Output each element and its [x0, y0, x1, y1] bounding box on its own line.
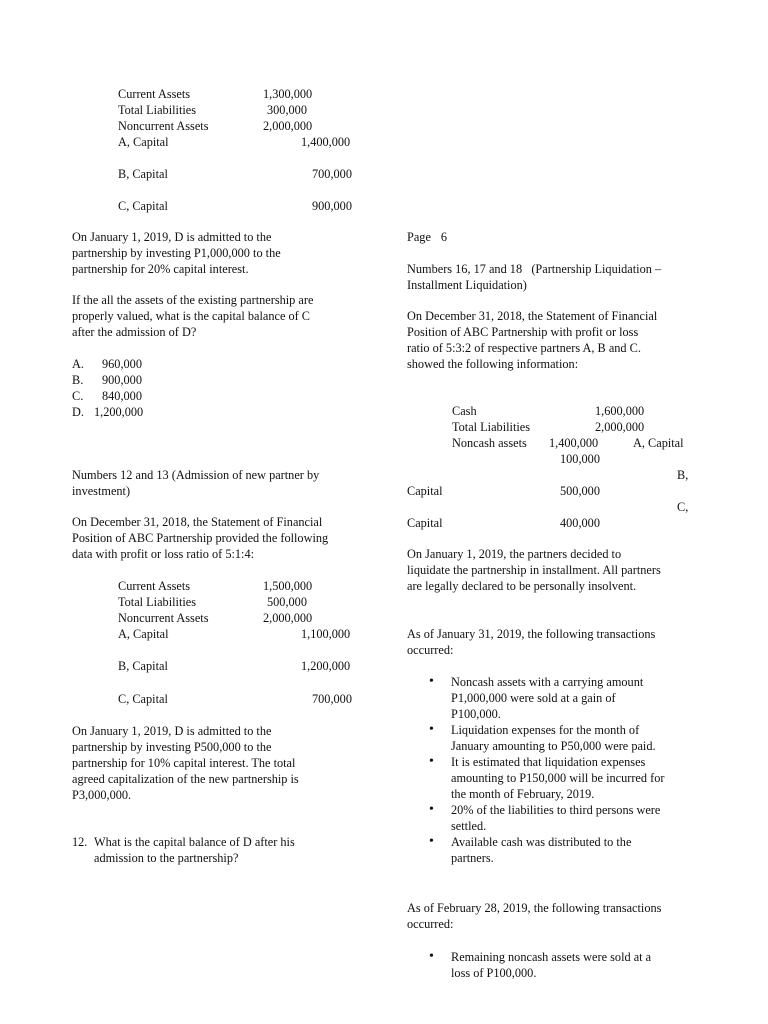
- text-line: settled.: [451, 819, 487, 833]
- b-capital-label: B,: [677, 468, 689, 482]
- text-line: On December 31, 2018, the Statement of Financial: [72, 515, 323, 529]
- text-line: P1,000,000 were sold at a gain of: [451, 691, 616, 705]
- option-d: [72, 404, 143, 420]
- text-line: loss of P100,000.: [451, 966, 537, 980]
- row-value: 2,000,000: [263, 611, 313, 625]
- text-line: liquidate the partnership in installment. All partners: [407, 563, 661, 577]
- row-label: Total Liabilities: [118, 595, 197, 609]
- option-key: A.: [72, 357, 84, 371]
- option-value: 900,000: [102, 373, 142, 387]
- section-heading-12-13: [72, 467, 319, 499]
- list-item: [407, 674, 664, 722]
- text-line: On December 31, 2018, the Statement of Financial: [407, 309, 658, 323]
- text-line: occurred:: [407, 917, 454, 931]
- row-label: Total Liabilities: [118, 103, 197, 117]
- text-line: occurred:: [407, 643, 454, 657]
- paragraph-admission-d-1: [72, 229, 281, 277]
- capital-value: 1,400,000: [301, 135, 351, 149]
- section-heading-16-18: [407, 261, 661, 293]
- answer-options: [72, 356, 143, 420]
- question-capital-c: [72, 292, 313, 340]
- option-value: 1,200,000: [94, 405, 144, 419]
- text-line: ratio of 5:3:2 of respective partners A, B and C.: [407, 341, 641, 355]
- text-line: Numbers 12 and 13 (Admission of new partner by: [72, 468, 320, 482]
- paragraph-liquidation-decision: [407, 546, 661, 594]
- text-line: properly valued, what is the capital balance of C: [72, 309, 310, 323]
- text-line: admission to the partnership?: [94, 851, 239, 865]
- page-label: Page: [407, 230, 431, 244]
- a-capital-label: A, Capital: [633, 436, 684, 450]
- capital-label: A, Capital: [118, 627, 169, 641]
- capital-label: C, Capital: [118, 199, 168, 213]
- list-item: [407, 802, 664, 834]
- text-line: investment): [72, 484, 131, 498]
- text-line: On January 1, 2019, D is admitted to the: [72, 230, 272, 244]
- row-value: 1,500,000: [263, 579, 313, 593]
- page-number: [407, 229, 447, 245]
- capital-value: 700,000: [312, 692, 352, 706]
- paragraph-statement-2018: [72, 514, 328, 562]
- january-transaction-list: [407, 674, 664, 866]
- text-line: • It is estimated that liquidation expenses: [451, 755, 646, 769]
- text-line: partnership for 20% capital interest.: [72, 262, 249, 276]
- text-line: • Remaining noncash assets were sold at a: [451, 950, 652, 964]
- row-value: 300,000: [267, 103, 307, 117]
- text-line: the month of February, 2019.: [451, 787, 595, 801]
- text-line: partnership by investing P500,000 to the: [72, 740, 272, 754]
- text-line: As of February 28, 2019, the following transactions: [407, 901, 662, 915]
- row-label: Current Assets: [118, 87, 191, 101]
- c-capital-value: 400,000: [560, 516, 600, 530]
- a-capital-value: 100,000: [560, 452, 600, 466]
- text-line: • 20% of the liabilities to third persons were: [451, 803, 661, 817]
- paragraph-february-transactions: [407, 900, 661, 932]
- text-line: partnership by investing P1,000,000 to the: [72, 246, 281, 260]
- text-line: partnership for 10% capital interest. The total: [72, 756, 296, 770]
- text-line: agreed capitalization of the new partnership is: [72, 772, 299, 786]
- question-12: [72, 834, 295, 866]
- row-value: 1,300,000: [263, 87, 313, 101]
- option-key: D.: [72, 405, 84, 419]
- row-value: 500,000: [267, 595, 307, 609]
- list-item: [407, 722, 664, 754]
- cash-label: Cash: [452, 404, 477, 418]
- question-number: 12.: [72, 835, 88, 849]
- noncash-label: Noncash assets: [452, 436, 527, 450]
- cash-value: 1,600,000: [595, 404, 645, 418]
- text-line: P100,000.: [451, 707, 501, 721]
- text-line: If the all the assets of the existing partnership are: [72, 293, 314, 307]
- text-line: • Liquidation expenses for the month of: [451, 723, 640, 737]
- capital-value: 1,200,000: [301, 659, 351, 673]
- liabilities-label: Total Liabilities: [452, 420, 531, 434]
- text-line: are legally declared to be personally insolvent.: [407, 579, 637, 593]
- paragraph-january-transactions: [407, 626, 655, 658]
- b-capital-value: 500,000: [560, 484, 600, 498]
- row-label: Noncurrent Assets: [118, 611, 209, 625]
- text-line: January amounting to P50,000 were paid.: [451, 739, 656, 753]
- c-capital-label: C,: [677, 500, 689, 514]
- text-line: showed the following information:: [407, 357, 579, 371]
- capital-label: A, Capital: [118, 135, 169, 149]
- option-value: 840,000: [102, 389, 142, 403]
- text-line: What is the capital balance of D after his: [94, 835, 295, 849]
- text-line: On January 1, 2019, the partners decided to: [407, 547, 622, 561]
- text-line: Position of ABC Partnership with profit or loss: [407, 325, 639, 339]
- capital-value: 700,000: [312, 167, 352, 181]
- row-value: 2,000,000: [263, 119, 313, 133]
- list-item: [407, 949, 651, 981]
- option-c: [72, 388, 143, 404]
- text-line: Position of ABC Partnership provided the following: [72, 531, 329, 545]
- option-value: 960,000: [102, 357, 142, 371]
- text-line: P3,000,000.: [72, 788, 132, 802]
- capital-label: B, Capital: [118, 659, 168, 673]
- row-label: Noncurrent Assets: [118, 119, 209, 133]
- text-line: after the admission of D?: [72, 325, 197, 339]
- text-line: • Available cash was distributed to the: [451, 835, 632, 849]
- capital-value: 1,100,000: [301, 627, 351, 641]
- b-capital-label: Capital: [407, 484, 443, 498]
- liabilities-value: 2,000,000: [595, 420, 645, 434]
- option-b: [72, 372, 143, 388]
- paragraph-admission-d-2: [72, 723, 299, 803]
- text-line: amounting to P150,000 will be incurred for: [451, 771, 665, 785]
- text-line: Numbers 16, 17 and 18 (Partnership Liquidation –: [407, 262, 662, 276]
- c-capital-label: Capital: [407, 516, 443, 530]
- list-item: [407, 754, 664, 802]
- text-line: Installment Liquidation): [407, 278, 527, 292]
- capital-value: 900,000: [312, 199, 352, 213]
- page-number-value: 6: [440, 230, 448, 244]
- capital-label: B, Capital: [118, 167, 168, 181]
- list-item: [407, 834, 664, 866]
- option-key: C.: [72, 389, 84, 403]
- noncash-value: 1,400,000: [549, 436, 599, 450]
- text-line: partners.: [451, 851, 494, 865]
- option-a: [72, 356, 143, 372]
- text-line: As of January 31, 2019, the following transactions: [407, 627, 656, 641]
- option-key: B.: [72, 373, 84, 387]
- text-line: On January 1, 2019, D is admitted to the: [72, 724, 272, 738]
- text-line: • Noncash assets with a carrying amount: [451, 675, 644, 689]
- row-label: Current Assets: [118, 579, 191, 593]
- capital-label: C, Capital: [118, 692, 168, 706]
- text-line: data with profit or loss ratio of 5:1:4:: [72, 547, 255, 561]
- paragraph-statement-abc: [407, 308, 657, 372]
- february-transaction-list: [407, 949, 651, 981]
